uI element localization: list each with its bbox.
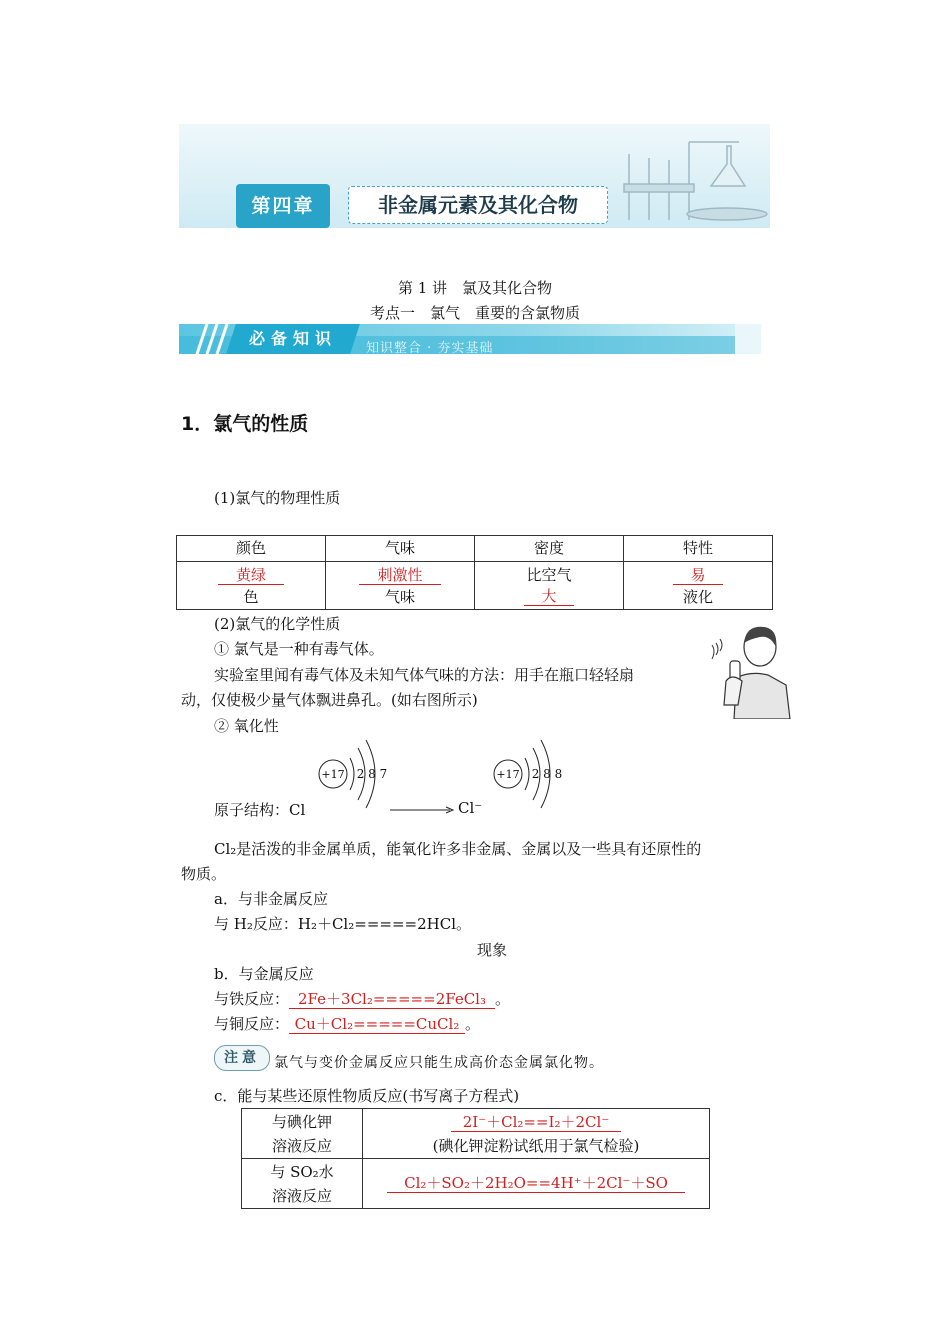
answer-blank: 大 xyxy=(524,587,574,606)
table-cell xyxy=(363,1109,710,1159)
cu-reaction xyxy=(214,1013,480,1034)
table-cell xyxy=(242,1159,363,1209)
table-header: 密度 xyxy=(475,536,624,562)
shell-electrons: 2 8 8 xyxy=(531,767,563,781)
answer-blank: Cu＋Cl₂=====CuCl₂ xyxy=(289,1015,465,1034)
physical-properties-table xyxy=(176,535,773,610)
shell-electrons: 2 8 7 xyxy=(356,767,388,781)
note-text: 氯气与变价金属反应只能生成高价态金属氯化物。 xyxy=(274,1055,604,1071)
cell-text: 比空气 xyxy=(526,566,572,584)
item-toxic: ① 氯气是一种有毒气体。 xyxy=(214,640,384,658)
chapter-title: 非金属元素及其化合物 xyxy=(348,186,608,224)
cell-text: 色 xyxy=(243,588,259,606)
knowledge-subtitle: 知识整合 · 夯实基础 xyxy=(366,341,494,356)
cell-text: 气味 xyxy=(384,588,415,606)
cl-ion-diagram xyxy=(488,736,588,814)
reducing-reactions-table xyxy=(241,1108,710,1209)
table-header: 颜色 xyxy=(177,536,326,562)
desc-line-1: Cl₂是活泼的非金属单质，能氧化许多非金属、金属以及一些具有还原性的 xyxy=(214,840,702,858)
table-header: 特性 xyxy=(624,536,773,562)
answer-blank: 2Fe＋3Cl₂=====2FeCl₃ xyxy=(289,990,495,1009)
cell-text: 与碘化钾 xyxy=(271,1112,332,1131)
cell-text: (碘化钾淀粉试纸用于氯气检验) xyxy=(432,1136,640,1155)
fe-label: 与铁反应： xyxy=(214,990,290,1008)
lecture-point: 考点一 氯气 重要的含氯物质 xyxy=(369,304,580,322)
section-heading: 1．氯气的性质 xyxy=(181,413,309,435)
metal-heading: b．与金属反应 xyxy=(214,965,314,983)
cell-text: 溶液反应 xyxy=(271,1136,332,1155)
table-header: 气味 xyxy=(326,536,475,562)
fe-reaction xyxy=(214,988,510,1009)
cell-text: 溶液反应 xyxy=(271,1186,332,1205)
table-cell xyxy=(242,1109,363,1159)
answer-blank: 2I⁻＋Cl₂==I₂＋2Cl⁻ xyxy=(451,1113,621,1132)
phenomenon-label: 现象 xyxy=(477,941,508,959)
nonmetal-heading: a．与非金属反应 xyxy=(214,890,328,908)
table-cell xyxy=(475,562,624,610)
atom-label: 原子结构：Cl xyxy=(214,801,306,819)
answer-blank: 易 xyxy=(673,566,723,585)
lecture-title: 第 1 讲 氯及其化合物 xyxy=(397,279,553,297)
answer-blank: 黄绿 xyxy=(218,566,284,585)
ion-label: Cl⁻ xyxy=(458,799,483,817)
item-oxidation: ② 氧化性 xyxy=(214,717,279,735)
method-text-2: 动，仅使极少量气体飘进鼻孔。(如右图所示) xyxy=(181,691,478,709)
nucleus-label: +17 xyxy=(321,768,345,781)
table-cell xyxy=(363,1159,710,1209)
desc-line-2: 物质。 xyxy=(181,865,227,883)
cell-text: 与 SO₂水 xyxy=(270,1162,334,1181)
arrow-icon xyxy=(390,800,460,820)
note-badge: 注意 xyxy=(214,1045,270,1071)
answer-blank: 刺激性 xyxy=(359,566,441,585)
cell-text: 液化 xyxy=(682,588,713,606)
h2-reaction: 与 H₂反应：H₂＋Cl₂=====2HCl。 xyxy=(214,915,471,933)
physical-heading: (1)氯气的物理性质 xyxy=(214,489,341,507)
table-cell xyxy=(624,562,773,610)
method-text-1: 实验室里闻有毒气体及未知气体气味的方法：用手在瓶口轻轻扇 xyxy=(214,666,635,684)
period: 。 xyxy=(495,990,511,1008)
chapter-number: 第四章 xyxy=(236,184,330,228)
cu-label: 与铜反应： xyxy=(214,1015,290,1033)
table-cell xyxy=(177,562,326,610)
period: 。 xyxy=(465,1015,481,1033)
knowledge-tag: 必备知识 xyxy=(226,324,360,354)
table-cell xyxy=(326,562,475,610)
reducing-heading: c．能与某些还原性物质反应(书写离子方程式) xyxy=(214,1087,520,1105)
answer-blank: Cl₂＋SO₂＋2H₂O==4H⁺＋2Cl⁻＋SO xyxy=(387,1174,685,1193)
chemical-heading: (2)氯气的化学性质 xyxy=(214,615,341,633)
person-smelling-icon xyxy=(708,615,796,719)
nucleus-label: +17 xyxy=(496,768,520,781)
